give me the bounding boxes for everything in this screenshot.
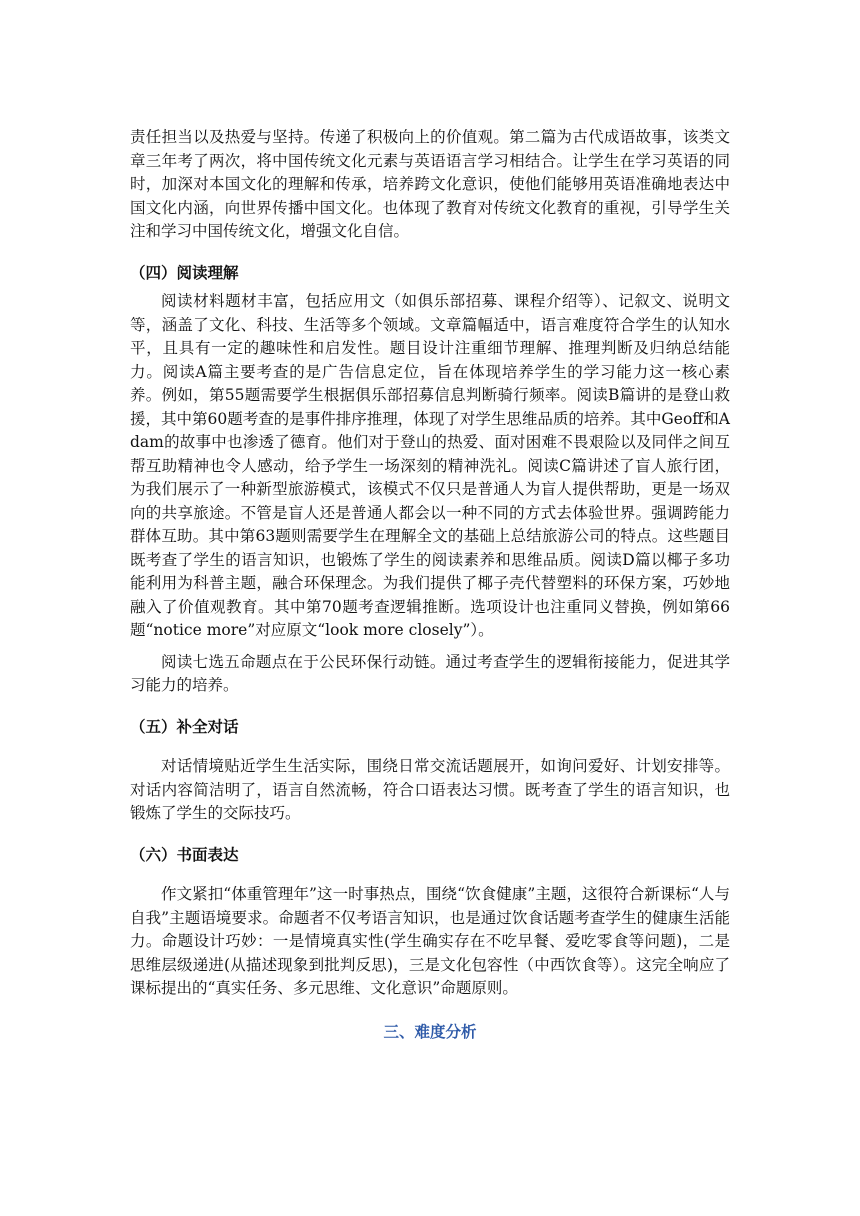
- reading-heading: （四）阅读理解: [130, 263, 239, 282]
- dialogue-heading: （五）补全对话: [130, 717, 239, 736]
- intro-paragraph: 责任担当以及热爱与坚持。传递了积极向上的价值观。第二篇为古代成语故事，该类文章三年考了两次，将中国传统文化元素与英语语言学习相结合。让学生在学习英语的同时，加深对本国文化的理解和传承，培养跨文化意识，使他们能够用英语准确地表达中国文化内涵，向世界传播中国文化。也体现了教育对传统文化教育的重视，引导学生关注和学习中国传统文化，增强文化自信。: [130, 128, 730, 240]
- reading-paragraph-1: 阅读材料题材丰富，包括应用文（如俱乐部招募、课程介绍等）、记叙文、说明文等，涵盖了文化、科技、生活等多个领域。文章篇幅适中，语言难度符合学生的认知水平，且具有一定的趣味性和启发性。题目设计注重细节理解、推理判断及归纳总结能力。阅读A篇主要考查的是广告信息定位，旨在体现培养学生的学习能力这一核心素养。例如，第55题需要学生根据俱乐部招募信息判断骑行频率。阅读B篇讲的是登山救援，其中第60题考查的是事件排序推理，体现了对学生思维品质的培养。其中Geoff和Adam的故事中也渗透了德育。他们对于登山的热爱、面对困难不畏艰险以及同伴之间互帮互助精神也令人感动，给予学生一场深刻的精神洗礼。阅读C篇讲述了盲人旅行团，为我们展示了一种新型旅游模式，该模式不仅只是普通人为盲人提供帮助，更是一场双向的共享旅途。不管是盲人还是普通人都会以一种不同的方式去体验世界。强调跨能力群体互助。其中第63题则需要学生在理解全文的基础上总结旅游公司的特点。这些题目既考查了学生的语言知识，也锻炼了学生的阅读素养和思维品质。阅读D篇以椰子多功能利用为科普主题，融合环保理念。为我们提供了椰子壳代替塑料的环保方案，巧妙地融入了价值观教育。其中第70题考查逻辑推断。选项设计也注重同义替换，例如第66题“notice more”对应原文“look more closely”）。: [130, 292, 730, 639]
- document-page: [130, 126, 730, 1044]
- reading-paragraph-2: 阅读七选五命题点在于公民环保行动链。通过考查学生的逻辑衔接能力，促进其学习能力的培养。: [130, 652, 730, 694]
- writing-paragraph: 作文紧扣“体重管理年”这一时事热点，围绕“饮食健康”主题，这很符合新课标“人与自我”主题语境要求。命题者不仅考语言知识，也是通过饮食话题考查学生的健康生活能力。命题设计巧妙：一是情境真实性(学生确实存在不吃早餐、爱吃零食等问题)，二是思维层级递进(从描述现象到批判反思)，三是文化包容性（中西饮食等）。这完全响应了课标提出的“真实任务、多元思维、文化意识”命题原则。: [130, 885, 730, 997]
- writing-heading: （六）书面表达: [130, 845, 239, 864]
- dialogue-paragraph: 对话情境贴近学生生活实际，围绕日常交流话题展开，如询问爱好、计划安排等。对话内容简洁明了，语言自然流畅，符合口语表达习惯。既考查了学生的语言知识，也锻炼了学生的交际技巧。: [130, 757, 730, 822]
- section-title-difficulty: 三、难度分析: [383, 1022, 477, 1041]
